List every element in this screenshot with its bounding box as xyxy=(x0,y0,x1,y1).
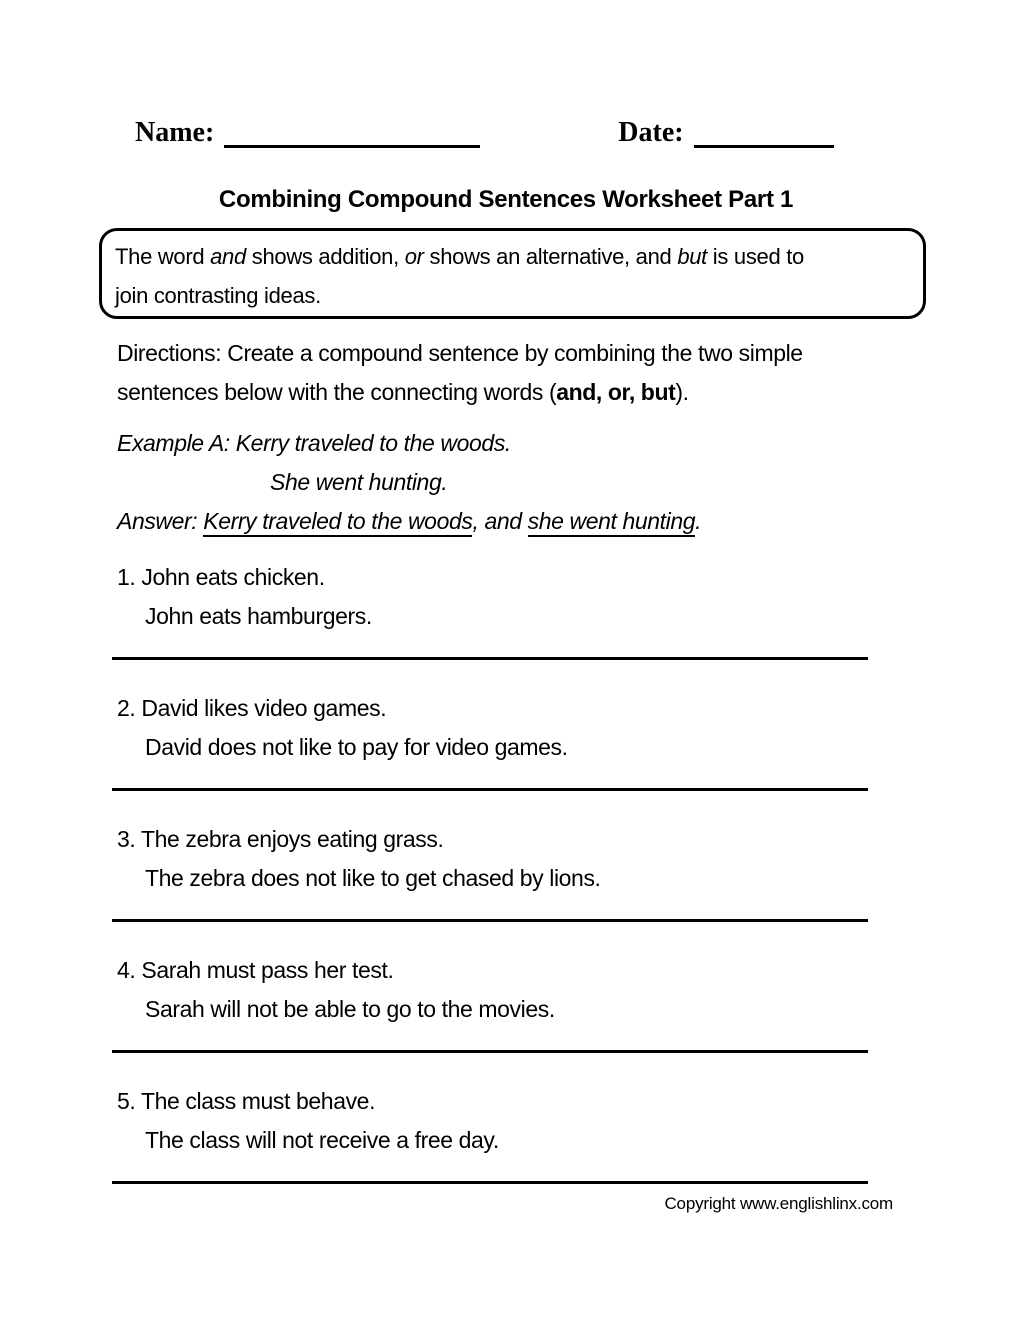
example-sentence-1: Example A: Kerry traveled to the woods. xyxy=(117,430,511,456)
rule-word-and: and xyxy=(210,244,246,269)
name-label: Name: xyxy=(135,117,215,148)
question-sentence-2: David does not like to pay for video games. xyxy=(145,734,568,760)
connecting-words: and, or, but xyxy=(556,379,676,405)
rule-text: The word xyxy=(115,244,211,269)
name-date-row xyxy=(135,116,834,150)
sentence-text: Sarah must pass her test. xyxy=(141,957,394,983)
date-blank-line[interactable] xyxy=(694,145,834,148)
directions xyxy=(117,334,803,412)
sentence-text: The class must behave. xyxy=(140,1088,376,1114)
rule-text: is used to xyxy=(707,244,804,269)
rule-box xyxy=(99,228,926,319)
question-number: 3. xyxy=(117,826,136,852)
question-number: 2. xyxy=(117,695,136,721)
question-item-1 xyxy=(117,558,868,660)
question-list xyxy=(117,558,868,1213)
directions-text: sentences below with the connecting words ( xyxy=(117,379,557,405)
question-item-4 xyxy=(117,951,868,1053)
copyright-notice: Copyright www.englishlinx.com xyxy=(664,1194,893,1213)
question-item-3 xyxy=(117,820,868,922)
answer-blank-line[interactable] xyxy=(112,919,868,922)
question-sentence-1 xyxy=(117,1082,868,1121)
name-blank-line[interactable] xyxy=(224,145,480,148)
rule-box-line-2: join contrasting ideas. xyxy=(115,283,321,308)
answer-label: Answer: xyxy=(117,508,204,534)
example-answer xyxy=(117,502,701,541)
question-sentence-1 xyxy=(117,558,868,597)
directions-text: ). xyxy=(675,379,689,405)
rule-text: shows an alternative, and xyxy=(423,244,678,269)
answer-underlined-2: she went hunting xyxy=(528,508,696,537)
answer-blank-line[interactable] xyxy=(112,657,868,660)
question-item-2 xyxy=(117,689,868,791)
sentence-text: The zebra enjoys eating grass. xyxy=(140,826,444,852)
question-sentence-2: John eats hamburgers. xyxy=(145,603,372,629)
answer-blank-line[interactable] xyxy=(112,1050,868,1053)
question-sentence-2: The class will not receive a free day. xyxy=(145,1127,499,1153)
date-label: Date: xyxy=(618,117,684,148)
rule-text: shows addition, xyxy=(245,244,405,269)
answer-blank-line[interactable] xyxy=(112,788,868,791)
page-title: Combining Compound Sentences Worksheet Part 1 xyxy=(218,186,794,213)
question-sentence-1 xyxy=(117,689,868,728)
question-item-5 xyxy=(117,1082,868,1184)
question-sentence-2: The zebra does not like to get chased by lions. xyxy=(145,865,601,891)
rule-box-line-1 xyxy=(115,237,917,276)
answer-blank-line[interactable] xyxy=(112,1181,868,1184)
example-block xyxy=(117,424,701,541)
directions-line-2 xyxy=(117,373,803,412)
sentence-text: John eats chicken. xyxy=(141,564,325,590)
directions-line-1: Directions: Create a compound sentence by combining the two simple xyxy=(117,340,803,366)
rule-word-or: or xyxy=(404,244,424,269)
question-sentence-1 xyxy=(117,951,868,990)
example-sentence-2: She went hunting. xyxy=(270,469,448,495)
question-number: 1. xyxy=(117,564,136,590)
question-sentence-2: Sarah will not be able to go to the movies. xyxy=(145,996,555,1022)
answer-text: . xyxy=(695,508,702,534)
sentence-text: David likes video games. xyxy=(141,695,387,721)
question-number: 4. xyxy=(117,957,136,983)
rule-word-but: but xyxy=(677,244,707,269)
answer-text: , and xyxy=(472,508,528,534)
question-sentence-1 xyxy=(117,820,868,859)
question-number: 5. xyxy=(117,1088,136,1114)
answer-underlined-1: Kerry traveled to the woods xyxy=(203,508,472,537)
